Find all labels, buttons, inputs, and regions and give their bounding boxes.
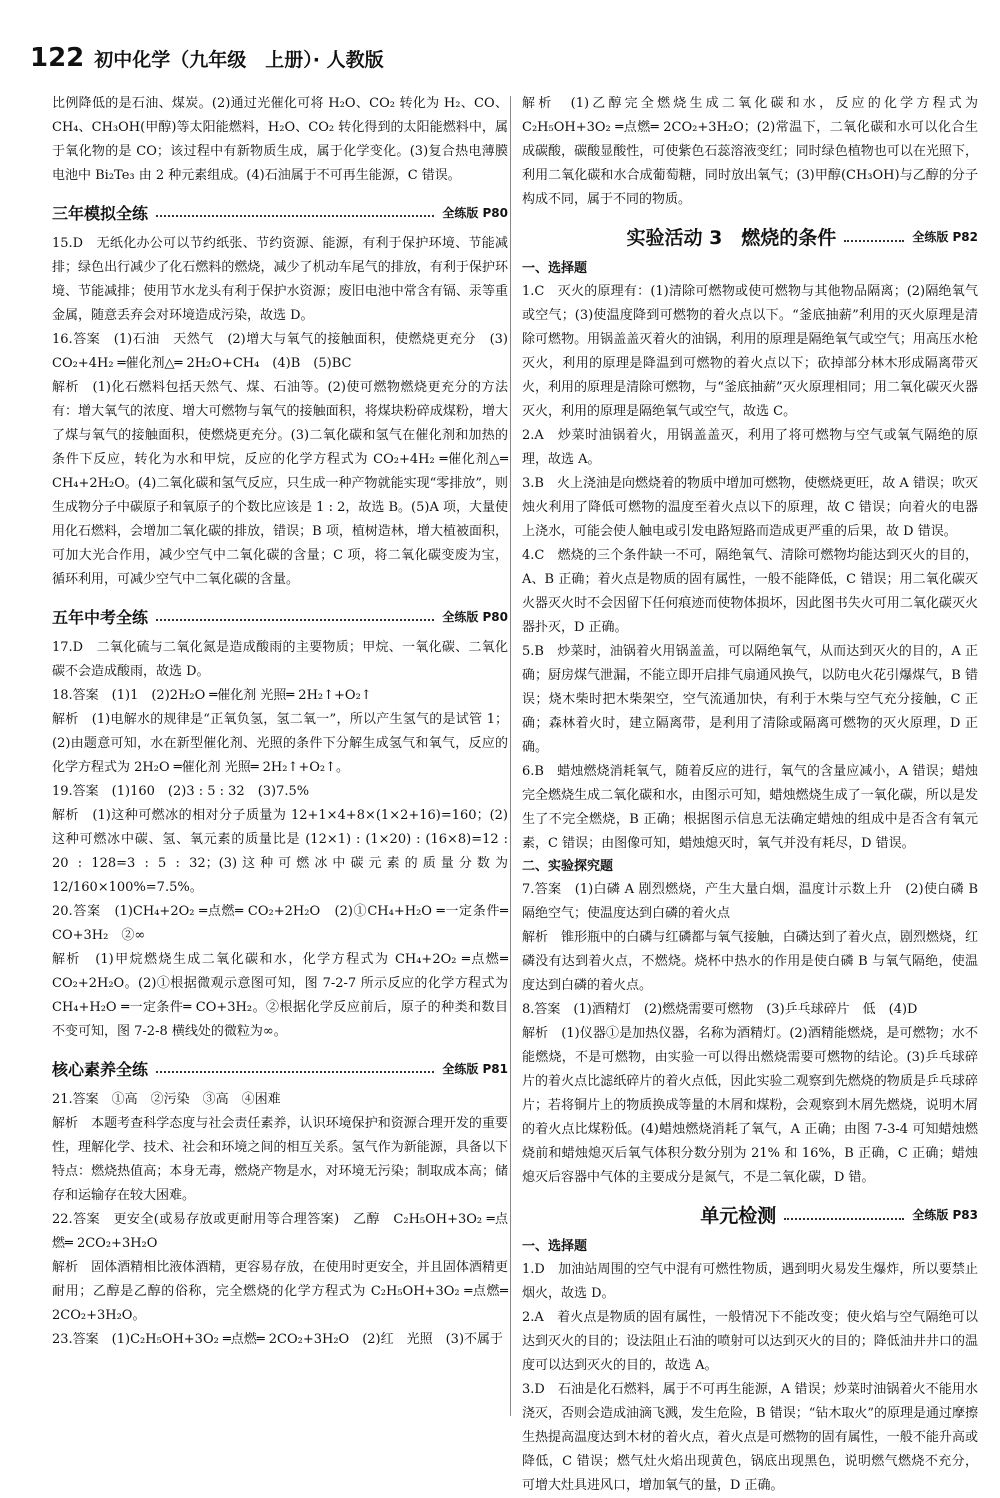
analysis-18: 解析 (1)电解水的规律是“正氧负氢，氢二氧一”，所以产生氢气的是试管 1；(2)由题意可知，水在新型催化剂、光照的条件下分解生成氢气和氧气，反应的化学方程式为 2H₂O ═催化剂 光照═ 2H₂↑+O₂↑。 bbox=[52, 712, 508, 775]
section-edition: 全练版 P80 bbox=[442, 609, 508, 624]
analysis-20: 解析 (1)甲烷燃烧生成二氧化碳和水，化学方程式为 CH₄+2O₂ ═点燃═ CO₂+2H₂O。(2)①根据微观示意图可知，图 7-2-7 所示反应的化学方程式为 CH₄+H₂O ═一定条件═ CO+3H₂。②根据化学反应前后，原子的种类和数目不变可知，图 7-2-8 横线处的微粒为∞。 bbox=[52, 952, 508, 1039]
dotted-leader bbox=[156, 1071, 434, 1073]
dotted-leader bbox=[156, 619, 434, 621]
left-column bbox=[52, 92, 508, 1352]
subsection-title: 一、选择题 bbox=[522, 261, 588, 276]
analysis-22: 解析 固体酒精相比液体酒精，更容易存放，在使用时更安全，并且固体酒精更耐用；乙醇是乙醇的俗称，完全燃烧的化学方程式为 C₂H₅OH+3O₂ ═点燃═ 2CO₂+3H₂O。 bbox=[52, 1260, 508, 1323]
section-edition: 全练版 P83 bbox=[912, 1207, 978, 1222]
section-edition: 全练版 P81 bbox=[442, 1061, 508, 1076]
page-number: 122 bbox=[30, 43, 85, 73]
unit-answer-3: 3.D 石油是化石燃料，属于不可再生能源，A 错误；炒菜时油锅着火不能用水浇灭，否则会造成油滴飞溅，发生危险，B 错误；“钻木取火”的原理是通过摩擦生热提高温度达到木材的着火点，着火点是可燃物的固有属性，一般不能升高或降低，C 错误；燃气灶火焰出现黄色，锅底出现黑色，说明燃气燃烧不充分，可增大灶具进风口，增加氧气的量，D 正确。 bbox=[522, 1382, 978, 1493]
analysis-23: 解析 (1)乙醇完全燃烧生成二氧化碳和水，反应的化学方程式为 C₂H₅OH+3O₂ ═点燃═ 2CO₂+3H₂O；(2)常温下，二氧化碳和水可以化合生成碳酸，碳酸显酸性，可使紫色石蕊溶液变红；同时绿色植物也可以在光照下，利用二氧化碳和水合成葡萄糖，同时放出氧气；(3)甲醇(CH₃OH)与乙醇的分子构成不同，属于不同的物质。 bbox=[522, 96, 978, 207]
section-edition: 全练版 P82 bbox=[912, 229, 978, 244]
section-heading bbox=[52, 602, 508, 630]
section-heading bbox=[52, 198, 508, 226]
section-title: 单元检测 bbox=[700, 1204, 777, 1227]
unit-answer-1: 1.D 加油站周围的空气中混有可燃性物质，遇到明火易发生爆炸，所以要禁止烟火，故选 D。 bbox=[522, 1262, 978, 1301]
section-heading bbox=[522, 1198, 978, 1230]
answer-1: 1.C 灭火的原理有：(1)清除可燃物或使可燃物与其他物品隔离；(2)隔绝氧气或空气；(3)使温度降到可燃物的着火点以下。“釜底抽薪”利用的灭火原理是清除可燃物。用锅盖盖灭着火的油锅，利用的原理是隔绝氧气或空气；用高压水枪灭火，利用的原理是降温到可燃物的着火点以下；砍掉部分林木形成隔离带灭火，利用的原理是清除可燃物，与“釜底抽薪”灭火原理相同；用二氧化碳灭火器灭火，利用的原理是隔绝氧气或空气，故选 C。 bbox=[522, 284, 978, 419]
section-heading bbox=[522, 220, 978, 252]
dotted-leader bbox=[156, 215, 434, 217]
unit-answer-2: 2.A 着火点是物质的固有属性，一般情况下不能改变；使火焰与空气隔绝可以达到灭火的目的；设法阻止石油的喷射可以达到灭火的目的；降低油井井口的温度可以达到灭火的目的，故选 A。 bbox=[522, 1310, 978, 1373]
section-edition: 全练版 P80 bbox=[442, 205, 508, 220]
answer-20: 20.答案 (1)CH₄+2O₂ ═点燃═ CO₂+2H₂O (2)①CH₄+H₂O ═一定条件═ CO+3H₂ ②∞ bbox=[52, 904, 508, 943]
section-title: 三年模拟全练 bbox=[52, 203, 149, 223]
section-title: 实验活动 3 燃烧的条件 bbox=[626, 226, 837, 249]
answer-8: 8.答案 (1)酒精灯 (2)燃烧需要可燃物 (3)乒乓球碎片 低 (4)D bbox=[522, 1002, 918, 1017]
answer-18: 18.答案 (1)1 (2)2H₂O ═催化剂 光照═ 2H₂↑+O₂↑ bbox=[52, 688, 372, 703]
column-divider bbox=[510, 96, 511, 1416]
intro-text: 比例降低的是石油、煤炭。(2)通过光催化可将 H₂O、CO₂ 转化为 H₂、CO、CH₄、CH₃OH(甲醇)等太阳能燃料，H₂O、CO₂ 转化得到的太阳能燃料中，属于氧化物的是 CO；该过程中有新物质生成，属于化学变化。(3)复合热电薄膜电池中 Bi₂Te₃ 由 2 种元素组成。(4)石油属于不可再生能源，C 错误。 bbox=[52, 96, 508, 183]
answer-6: 6.B 蜡烛燃烧消耗氧气，随着反应的进行，氧气的含量应减小，A 错误；蜡烛完全燃烧生成二氧化碳和水，由图示可知，蜡烛燃烧生成了一氧化碳，所以是发生了不完全燃烧，B 正确；根据图示信息无法确定蜡烛的组成中是否含有氧元素，C 错误；由图像可知，蜡烛熄灭时，氧气并没有耗尽，D 错误。 bbox=[522, 764, 978, 851]
subsection-title: 二、实验探究题 bbox=[522, 859, 614, 874]
answer-2: 2.A 炒菜时油锅着火，用锅盖盖灭，利用了将可燃物与空气或氧气隔绝的原理，故选 A。 bbox=[522, 428, 978, 467]
book-title: 初中化学（九年级 上册）· 人教版 bbox=[94, 48, 384, 71]
section-title: 五年中考全练 bbox=[52, 607, 149, 627]
right-column bbox=[522, 92, 978, 1498]
analysis-19: 解析 (1)这种可燃冰的相对分子质量为 12+1×4+8×(1×2+16)=160；(2)这种可燃冰中碳、氢、氧元素的质量比是 (12×1) : (1×20) : (16×8)=12 : 20 : 128=3 : 5 : 32；(3)这种可燃冰中碳元素的质量分数为 12/160×100%=7.5%。 bbox=[52, 808, 508, 895]
answer-23: 23.答案 (1)C₂H₅OH+3O₂ ═点燃═ 2CO₂+3H₂O (2)红 光照 (3)不属于 bbox=[52, 1332, 504, 1347]
answer-15: 15.D 无纸化办公可以节约纸张、节约资源、能源，有利于保护环境、节能减排；绿色出行减少了化石燃料的燃烧，减少了机动车尾气的排放，有利于保护环境、节能减排；使用节水龙头有利于保护水资源；废旧电池中常含有镉、汞等重金属，随意丢弃会对环境造成污染，故选 D。 bbox=[52, 236, 508, 323]
answer-4: 4.C 燃烧的三个条件缺一不可，隔绝氧气、清除可燃物均能达到灭火的目的，A、B 正确；着火点是物质的固有属性，一般不能降低，C 错误；用二氧化碳灭火器灭火时不会因留下任何痕迹而使物体损坏，因此图书失火可用二氧化碳灭火器扑灭，D 正确。 bbox=[522, 548, 978, 635]
answer-7: 7.答案 (1)白磷 A 剧烈燃烧，产生大量白烟，温度计示数上升 (2)使白磷 B 隔绝空气；使温度达到白磷的着火点 bbox=[522, 882, 978, 921]
answer-16: 16.答案 (1)石油 天然气 (2)增大与氧气的接触面积，使燃烧更充分 (3) CO₂+4H₂ ═催化剂△═ 2H₂O+CH₄ (4)B (5)BC bbox=[52, 332, 508, 371]
analysis-21: 解析 本题考查科学态度与社会责任素养，认识环境保护和资源合理开发的重要性，理解化学、技术、社会和环境之间的相互关系。氢气作为新能源，具备以下特点：燃烧热值高；本身无毒，燃烧产物是水，对环境无污染；制取成本高；储存和运输存在较大困难。 bbox=[52, 1116, 508, 1203]
analysis-16: 解析 (1)化石燃料包括天然气、煤、石油等。(2)使可燃物燃烧更充分的方法有：增大氧气的浓度、增大可燃物与氧气的接触面积，将煤块粉碎成煤粉，增大了煤与氧气的接触面积，使燃烧更充分。(3)二氧化碳和氢气在催化剂和加热的条件下反应，转化为水和甲烷，反应的化学方程式为 CO₂+4H₂ ═催化剂△═ CH₄+2H₂O。(4)二氧化碳和氢气反应，只生成一种产物就能实现“零排放”，则生成物分子中碳原子和氧原子的个数比应该是 1 : 2，故选 B。(5)A 项，大量使用化石燃料，会增加二氧化碳的排放，错误；B 项，植树造林，增大植被面积，可加大光合作用，减少空气中二氧化碳的含量；C 项，将二氧化碳变废为宝，循环利用，可减少空气中二氧化碳的含量。 bbox=[52, 380, 508, 587]
answer-19: 19.答案 (1)160 (2)3 : 5 : 32 (3)7.5% bbox=[52, 784, 310, 799]
analysis-7: 解析 锥形瓶中的白磷与红磷都与氧气接触，白磷达到了着火点，剧烈燃烧，红磷没有达到着火点，不燃烧。烧杯中热水的作用是使白磷 B 与氧气隔绝，使温度达到白磷的着火点。 bbox=[522, 930, 978, 993]
answer-21: 21.答案 ①高 ②污染 ③高 ④困难 bbox=[52, 1092, 281, 1107]
page-header bbox=[30, 38, 384, 78]
analysis-8: 解析 (1)仪器①是加热仪器，名称为酒精灯。(2)酒精能燃烧，是可燃物；水不能燃烧，不是可燃物，由实验一可以得出燃烧需要可燃物的结论。(3)乒乓球碎片的着火点比滤纸碎片的着火点低，因此实验二观察到先燃烧的物质是乒乓球碎片；若将铜片上的物质换成等量的木屑和煤粉，会观察到木屑先燃烧，说明木屑的着火点比煤粉低。(4)蜡烛燃烧消耗了氧气，A 正确；由图 7-3-4 可知蜡烛燃烧前和蜡烛熄灭后氧气体积分数分别为 21% 和 16%，B 正确，C 正确；蜡烛熄灭后容器中气体的主要成分是氮气，不是二氧化碳，D 错。 bbox=[522, 1026, 978, 1185]
answer-17: 17.D 二氧化硫与二氧化氮是造成酸雨的主要物质；甲烷、一氧化碳、二氧化碳不会造成酸雨，故选 D。 bbox=[52, 640, 508, 679]
answer-22: 22.答案 更安全(或易存放或更耐用等合理答案) 乙醇 C₂H₅OH+3O₂ ═点燃═ 2CO₂+3H₂O bbox=[52, 1212, 508, 1251]
section-title: 核心素养全练 bbox=[52, 1059, 149, 1079]
dotted-leader bbox=[844, 240, 904, 242]
section-heading bbox=[52, 1054, 508, 1082]
dotted-leader bbox=[784, 1218, 904, 1220]
answer-5: 5.B 炒菜时，油锅着火用锅盖盖，可以隔绝氧气，从而达到灭火的目的，A 正确；厨房煤气泄漏，不能立即开启排气扇通风换气，以防电火花引爆煤气，B 错误；烧木柴时把木柴架空，空气流通加快，有利于木柴与空气充分接触，C 正确；森林着火时，建立隔离带，是利用了清除或隔离可燃物的灭火原理，D 正确。 bbox=[522, 644, 978, 755]
subsection-title: 一、选择题 bbox=[522, 1239, 588, 1254]
answer-3: 3.B 火上浇油是向燃烧着的物质中增加可燃物，使燃烧更旺，故 A 错误；吹灭烛火利用了降低可燃物的温度至着火点以下的原理，故 C 错误；向着火的电器上浇水，可能会使人触电或引发电路短路而造成更严重的后果，故 D 错误。 bbox=[522, 476, 978, 539]
